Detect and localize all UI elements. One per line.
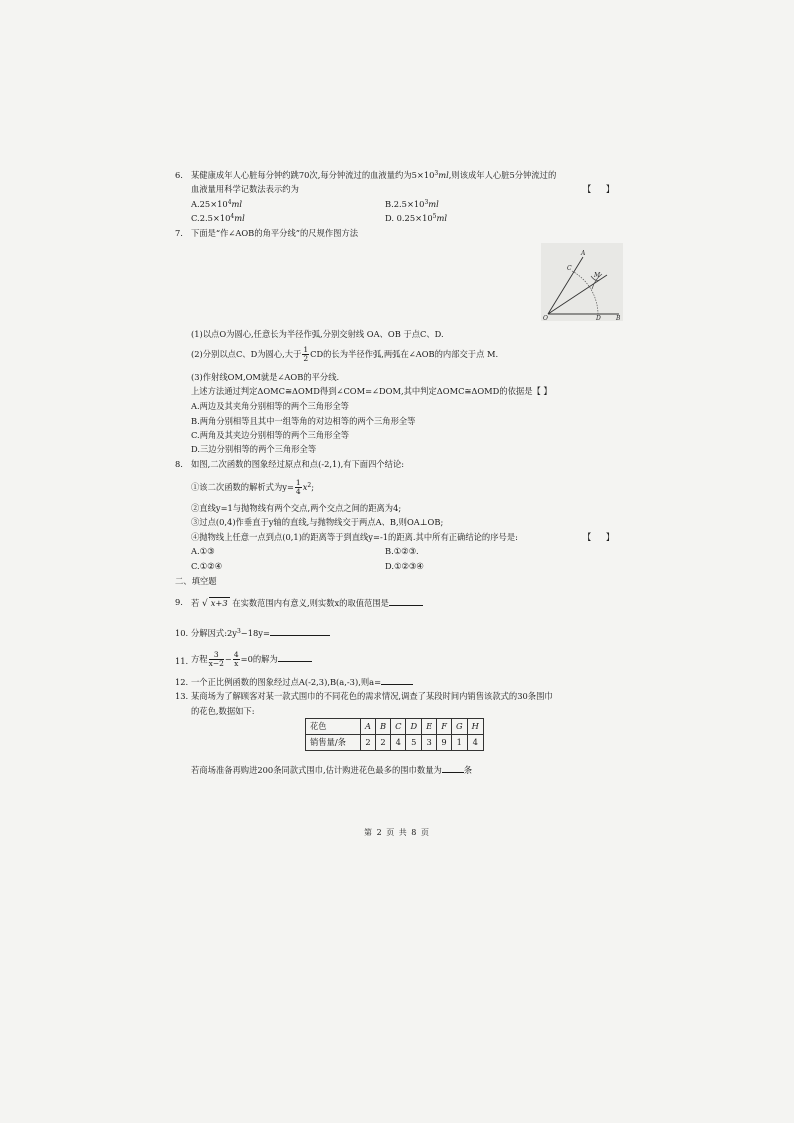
angle-bisector-figure — [541, 243, 623, 321]
q6-number: 6. — [175, 170, 183, 180]
q6-option-a[interactable]: $A.25\times 10^4ml$ — [191, 199, 243, 209]
table-cell: E — [422, 719, 437, 735]
q11-number: 11. — [175, 656, 189, 666]
label-m: M — [594, 272, 601, 279]
q7-number: 7. — [175, 228, 183, 238]
q8-number: 8. — [175, 459, 183, 469]
q9-text: 若 √ x+3 在实数范围内有意义,则实数x的取值范围是 — [191, 597, 423, 610]
q8-conclusion-3: ③过点(0,4)作垂直于y轴的直线,与抛物线交于两点A、B,则OA⊥OB; — [191, 517, 444, 527]
fraction-3-over-x-minus-2: $\frac{3}{x-2}$ — [208, 650, 224, 668]
q7-option-b[interactable]: B.两角分别相等且其中一组等角的对边相等的两个三角形全等 — [191, 416, 416, 426]
page-footer: 第 2 页 共 8 页 — [364, 828, 430, 837]
q10-number: 10. — [175, 628, 189, 638]
q6-line1: 某健康成年人心脏每分钟约跳70次,每分钟流过的血液量约为$5\times 10^3ml$,则该成年人心脏5分钟流过的 — [191, 170, 557, 180]
q9-number: 9. — [175, 597, 183, 607]
table-cell: B — [376, 719, 391, 735]
sqrt-expression: x+3 — [210, 598, 228, 608]
q12-answer-blank[interactable] — [381, 684, 413, 685]
table-cell: 4 — [391, 735, 406, 751]
table-cell: 3 — [422, 735, 437, 751]
q7-question[interactable]: 上述方法通过判定ΔOMC≅ΔOMD得到∠COM=∠DOM,其中判定ΔOMC≅ΔOMD的依据是【 】 — [191, 386, 552, 396]
q7-option-d[interactable]: D.三边分别相等的两个三角形全等 — [191, 444, 317, 454]
q8-conclusion-4: ④抛物线上任意一点到点(0,1)的距离等于到直线y=-1的距离.其中所有正确结论的序号是: — [191, 532, 518, 542]
q7-option-a[interactable]: A.两边及其夹角分别相等的两个三角形全等 — [191, 401, 349, 411]
q12-text: 一个正比例函数的图象经过点A(-2,3),B(a,-3),则a= — [191, 677, 413, 688]
q8-option-c[interactable]: C.①②④ — [191, 561, 223, 571]
q8-answer-bracket[interactable]: 【 】 — [583, 532, 621, 542]
q6-option-b[interactable]: $B.2.5\times 10^3ml$ — [385, 199, 439, 209]
label-b: B — [616, 315, 621, 321]
q10-text: 分解因式$:2y^3-18y=$ — [191, 628, 330, 639]
q6-option-d[interactable]: D. $0.25\times 10^5ml$ — [385, 213, 447, 223]
label-a: A — [581, 250, 586, 257]
table-cell: 5 — [406, 735, 422, 751]
q7-step1: (1)以点O为圆心,任意长为半径作弧,分别交射线 OA、OB 于点C、D. — [191, 329, 444, 339]
q6-line2: 血液量用科学记数法表示约为 — [191, 184, 299, 194]
table-cell: 2 — [376, 735, 391, 751]
label-d: D — [596, 315, 601, 321]
q13-line2: 的花色,数据如下: — [191, 706, 255, 716]
label-c: C — [567, 265, 572, 272]
q6 — [175, 170, 183, 181]
q10-answer-blank[interactable] — [270, 635, 330, 636]
table-cell: F — [437, 719, 452, 735]
table-header-color: 花色 — [306, 719, 361, 735]
q13-number: 13. — [175, 691, 189, 701]
q6-option-c[interactable]: $C.2.5\times 10^4ml$ — [191, 213, 245, 223]
table-cell: G — [451, 719, 467, 735]
q11-text: 方程 $\frac{3}{x-2}$ − $\frac{4}{x}$ =0的解为 — [191, 651, 312, 668]
table-cell: D — [406, 719, 422, 735]
q8-title: 如图,二次函数的图象经过原点和点(-2,1),有下面四个结论: — [191, 459, 405, 469]
q8-option-b[interactable]: B.①②③. — [385, 546, 419, 556]
q13-answer-blank[interactable] — [442, 772, 464, 773]
q7-step3: (3)作射线OM,OM就是∠AOB的平分线. — [191, 372, 340, 382]
q12-number: 12. — [175, 677, 189, 687]
table-cell: 9 — [437, 735, 452, 751]
q13-question: 若商场准备再购进200条同款式围巾,估计购进花色最多的围巾数量为 条 — [191, 765, 473, 775]
table-row-sales — [306, 735, 484, 751]
q7-step2: (2)分别以点C、D为圆心,大于 $\frac{1}{2}$ CD的长为半径作弧,两弧在∠AOB的内部交于点 M. — [191, 345, 499, 363]
table-row-colors — [306, 719, 484, 735]
q8-conclusion-2: ②直线y=1与抛物线有两个交点,两个交点之间的距离为4; — [191, 503, 402, 513]
q8-option-d[interactable]: D.①②③④ — [385, 561, 424, 571]
table-cell: 2 — [361, 735, 376, 751]
q8-option-a[interactable]: A.①③ — [191, 546, 215, 556]
label-o: O — [543, 315, 548, 321]
scarf-sales-table — [305, 718, 484, 751]
table-cell: H — [467, 719, 483, 735]
table-cell: 4 — [467, 735, 483, 751]
table-cell: C — [391, 719, 406, 735]
q8-conclusion-1: ①该二次函数的解析式为y= $\frac{1}{4}$ $x^2$; — [191, 478, 314, 496]
q7-option-c[interactable]: C.两角及其夹边分别相等的两个三角形全等 — [191, 430, 350, 440]
fraction-one-half: $\frac{1}{2}$ — [303, 345, 309, 363]
q13-line1: 某商场为了解顾客对某一款式围巾的不同花色的需求情况,调查了某段时间内销售该款式的30条围巾 — [191, 691, 553, 701]
q11-answer-blank[interactable] — [278, 661, 312, 662]
fraction-one-quarter: $\frac{1}{4}$ — [295, 478, 301, 496]
table-cell: 1 — [451, 735, 467, 751]
table-cell: A — [361, 719, 376, 735]
fraction-4-over-x: $\frac{4}{x}$ — [233, 650, 239, 668]
q6-answer-bracket[interactable]: 【 】 — [583, 184, 621, 194]
q9-answer-blank[interactable] — [389, 605, 423, 606]
section-fill-in-blank: 二、填空题 — [175, 576, 217, 586]
table-header-sales: 销售量/条 — [306, 735, 361, 751]
q7-title: 下面是“作∠AOB的角平分线”的尺规作图方法 — [191, 228, 359, 238]
